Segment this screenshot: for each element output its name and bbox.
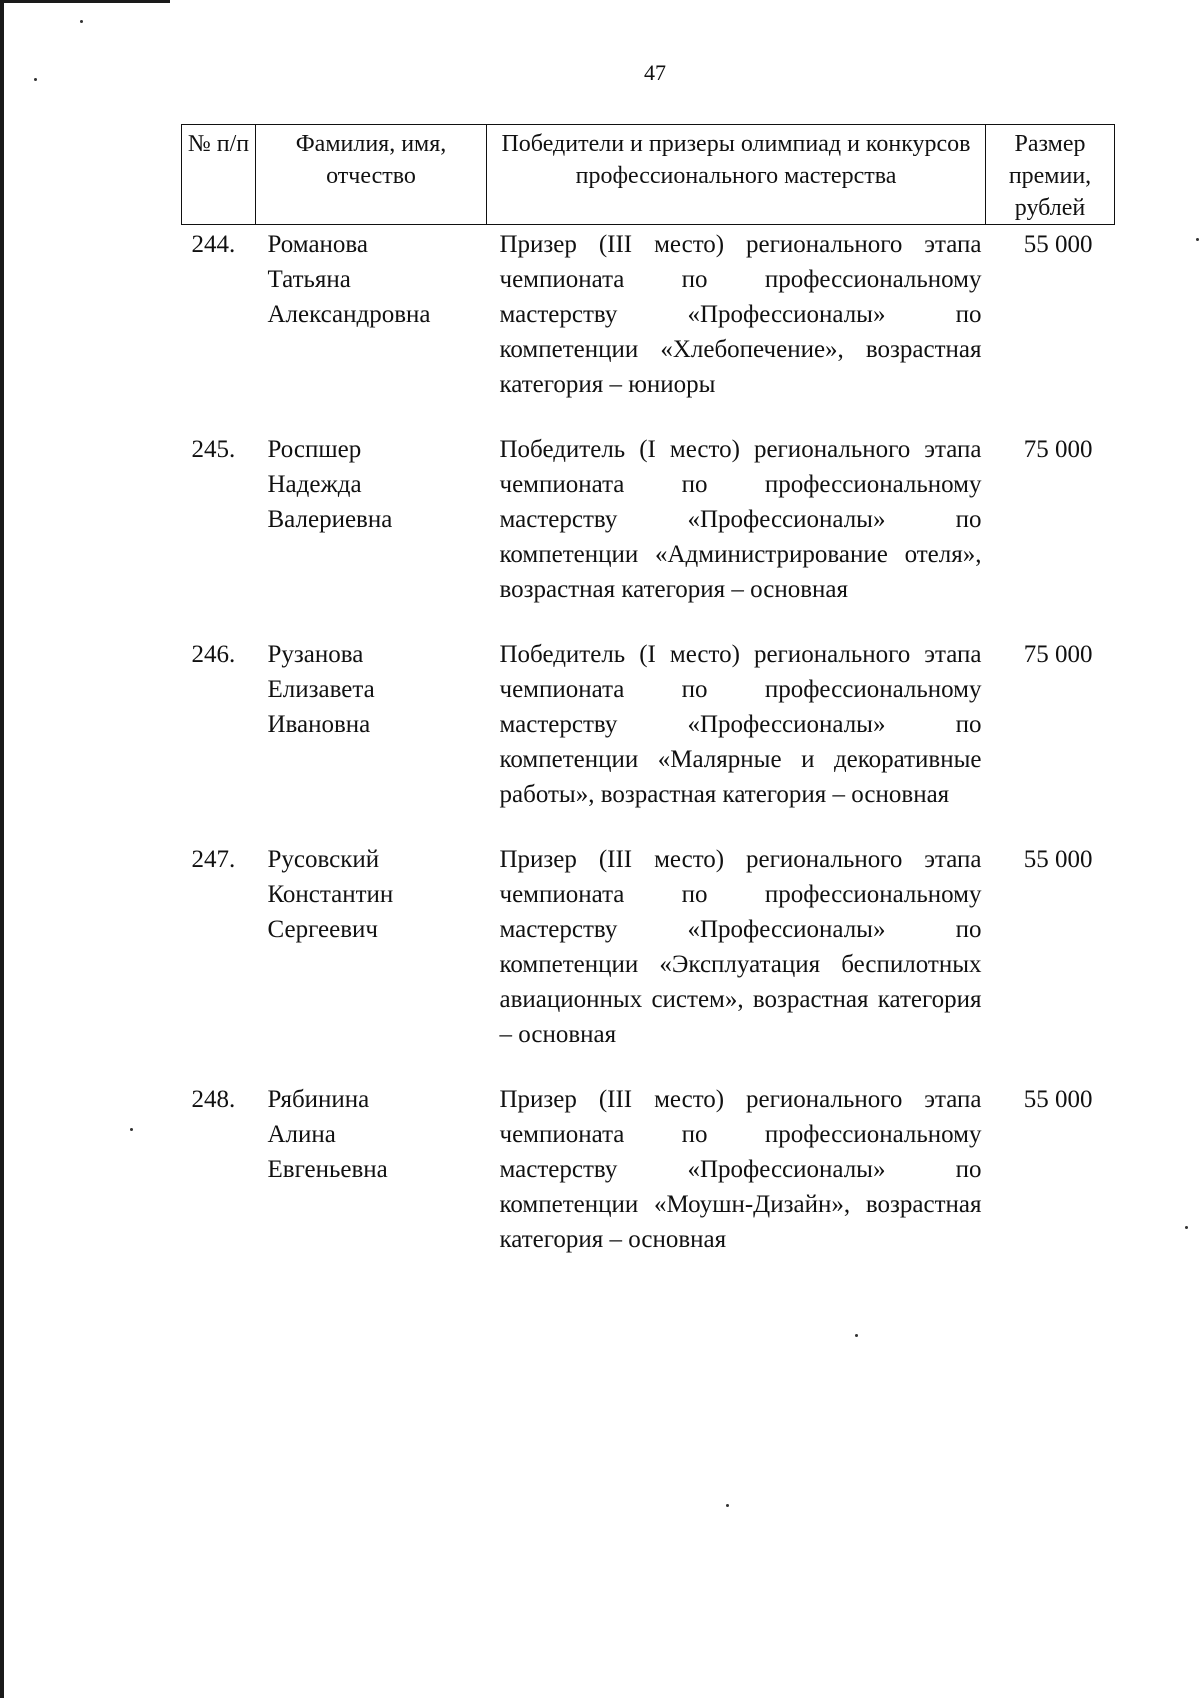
header-row xyxy=(182,125,1115,225)
first-name: Татьяна xyxy=(267,266,351,293)
person-name xyxy=(256,637,487,842)
header-description: Победители и призеры олимпиад и конкурсов профессионального мастерства xyxy=(487,125,986,225)
award-amount: 55 000 xyxy=(1023,1086,1093,1113)
scan-edge-top xyxy=(0,0,170,3)
award-amount: 75 000 xyxy=(1023,436,1093,463)
awards-table xyxy=(181,124,1115,1287)
achievement-description: Победитель (I место) регионального этапа чемпионата по профессиональному мастерству «Профессионалы» по компетенции «Администрирование отеля», возрастная категория – основная xyxy=(499,436,982,603)
award-amount: 55 000 xyxy=(1023,231,1093,258)
row-number: 247. xyxy=(191,846,236,873)
table-row xyxy=(182,842,1115,1082)
surname: Романова xyxy=(267,231,369,258)
achievement-description: Призер (III место) регионального этапа чемпионата по профессиональному мастерству «Профессионалы» по компетенции «Моушн-Дизайн», возрастная категория – основная xyxy=(499,1086,982,1253)
row-number: 245. xyxy=(191,436,236,463)
patronymic: Евгеньевна xyxy=(267,1156,388,1183)
first-name: Надежда xyxy=(267,471,362,498)
scan-speck xyxy=(855,1334,858,1337)
row-number: 248. xyxy=(191,1086,236,1113)
row-number: 246. xyxy=(191,641,236,668)
surname: Рузанова xyxy=(267,641,364,668)
person-name xyxy=(256,432,487,637)
scan-speck xyxy=(130,1128,133,1131)
scan-speck xyxy=(726,1504,729,1507)
table-header xyxy=(182,125,1115,225)
award-amount: 55 000 xyxy=(1023,846,1093,873)
award-amount: 75 000 xyxy=(1023,641,1093,668)
page-number: 47 xyxy=(644,60,666,85)
person-name xyxy=(256,842,487,1082)
header-amount: Размер премии, рублей xyxy=(986,125,1115,225)
patronymic: Сергеевич xyxy=(267,916,378,943)
row-number: 244. xyxy=(191,231,236,258)
table-row xyxy=(182,225,1115,433)
scan-edge-left xyxy=(0,0,4,1698)
scan-speck xyxy=(1185,1226,1188,1229)
person-name xyxy=(256,225,487,433)
first-name: Алина xyxy=(267,1121,336,1148)
scan-speck xyxy=(1196,238,1199,241)
header-num: № п/п xyxy=(182,125,256,225)
table-row xyxy=(182,637,1115,842)
surname: Рябинина xyxy=(267,1086,370,1113)
table-row xyxy=(182,1082,1115,1287)
person-name xyxy=(256,1082,487,1287)
patronymic: Ивановна xyxy=(267,711,371,738)
first-name: Елизавета xyxy=(267,676,375,703)
achievement-description: Призер (III место) регионального этапа чемпионата по профессиональному мастерству «Профессионалы» по компетенции «Эксплуатация беспилотных авиационных систем», возрастная категория – основная xyxy=(499,846,982,1048)
table-row xyxy=(182,432,1115,637)
patronymic: Валериевна xyxy=(267,506,393,533)
achievement-description: Призер (III место) регионального этапа чемпионата по профессиональному мастерству «Профессионалы» по компетенции «Хлебопечение», возрастная категория – юниоры xyxy=(499,231,982,398)
header-name: Фамилия, имя, отчество xyxy=(256,125,487,225)
achievement-description: Победитель (I место) регионального этапа чемпионата по профессиональному мастерству «Профессионалы» по компетенции «Малярные и декоративные работы», возрастная категория – основная xyxy=(499,641,982,808)
scan-speck xyxy=(80,20,83,23)
surname: Русовский xyxy=(267,846,380,873)
patronymic: Александровна xyxy=(267,301,431,328)
table-body xyxy=(182,225,1115,1288)
surname: Роспшер xyxy=(267,436,362,463)
first-name: Константин xyxy=(267,881,394,908)
